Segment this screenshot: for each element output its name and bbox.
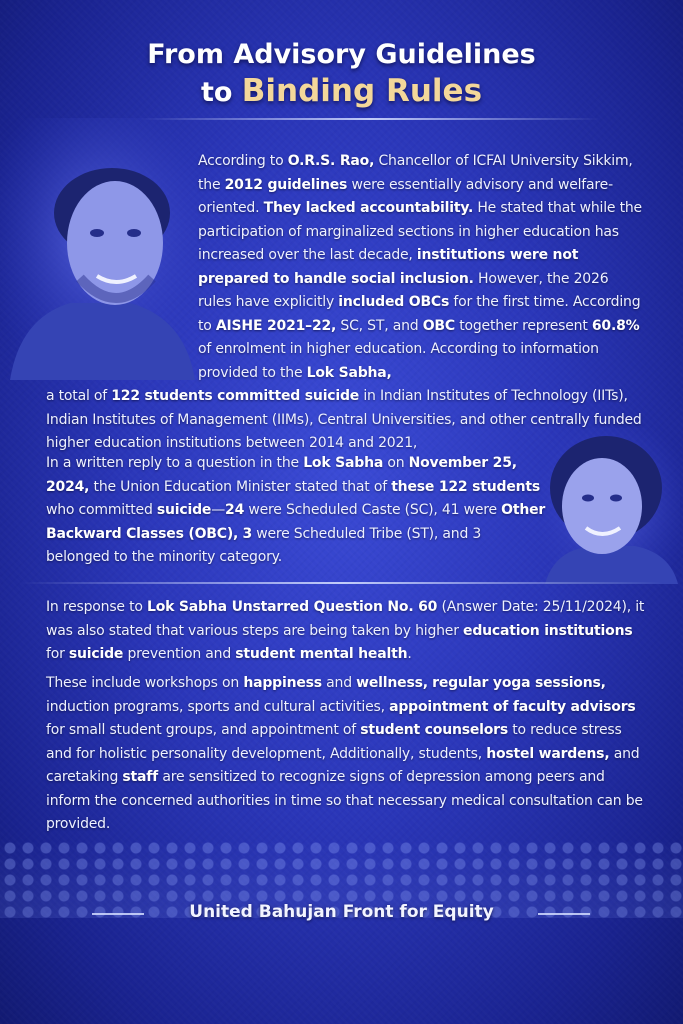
paragraph-rao bbox=[46, 150, 646, 456]
emphasis: student mental health bbox=[235, 646, 408, 662]
footer-line-right bbox=[538, 913, 590, 915]
emphasis: AISHE 2021–22, bbox=[215, 317, 337, 334]
emphasis: regular yoga sessions, bbox=[432, 675, 606, 691]
emphasis: 24 bbox=[225, 502, 245, 518]
emphasis: hostel wardens, bbox=[486, 745, 610, 762]
text: However, the bbox=[473, 270, 574, 287]
emphasis: staff bbox=[122, 769, 159, 785]
emphasis: 3 bbox=[242, 525, 252, 542]
emphasis: 122 students committed suicide bbox=[111, 388, 360, 404]
text: — bbox=[211, 502, 226, 518]
page-title bbox=[0, 36, 683, 111]
text: and caretaking bbox=[46, 745, 640, 785]
text: induction programs, sports and cultural activities, bbox=[46, 698, 390, 715]
emphasis: appointment of faculty advisors bbox=[389, 698, 636, 715]
emphasis: Lok Sabha bbox=[303, 455, 384, 471]
text: rules have explicitly bbox=[198, 294, 339, 310]
text: were Scheduled Tribe (ST), and 3 belonged to the minority category. bbox=[46, 525, 482, 565]
emphasis: They lacked accountability. bbox=[263, 200, 474, 216]
text: of enrolment in higher education. According to information provided to the bbox=[198, 341, 599, 381]
emphasis: Other Backward Classes (OBC), bbox=[46, 502, 546, 542]
text: and bbox=[321, 675, 357, 691]
text: In response to bbox=[46, 599, 147, 615]
text: He stated that while the participation of marginalized sections in higher education has increased over the last decade, bbox=[198, 200, 642, 263]
emphasis: O.R.S. Rao, bbox=[287, 153, 375, 169]
emphasis: wellness, bbox=[356, 675, 428, 691]
emphasis: included OBCs bbox=[338, 294, 450, 310]
text: are sensitized to recognize signs of depression among peers and inform the concerned authorities in time so that necessary medical consultation can be provided. bbox=[46, 769, 643, 832]
emphasis: 60.8% bbox=[591, 317, 640, 334]
emphasis: Lok Sabha Unstarred Question No. 60 bbox=[147, 599, 438, 615]
title-divider bbox=[140, 118, 600, 120]
paragraph-minister-reply bbox=[46, 452, 546, 570]
title-accent: Binding Rules bbox=[241, 73, 483, 109]
title-line-1: From Advisory Guidelines bbox=[147, 39, 536, 70]
text: for bbox=[46, 646, 69, 662]
text: SC, ST, and bbox=[336, 317, 423, 334]
text: to reduce stress and for holistic personality development, Additionally, students, bbox=[46, 722, 622, 762]
title-line-2-plain: to bbox=[200, 77, 242, 108]
text: who committed bbox=[46, 502, 157, 518]
emphasis: suicide bbox=[156, 502, 212, 518]
emphasis: suicide bbox=[68, 646, 124, 662]
text: 2026 bbox=[573, 270, 609, 287]
text: According to bbox=[198, 153, 288, 169]
emphasis: happiness bbox=[243, 675, 322, 691]
text: In a written reply to a question in the bbox=[46, 455, 304, 471]
text: a total of bbox=[46, 388, 112, 404]
text: These include workshops on bbox=[46, 675, 244, 691]
emphasis: OBC bbox=[422, 317, 455, 334]
text: Chancellor of ICFAI University Sikkim, the bbox=[198, 153, 633, 193]
text: prevention and bbox=[123, 646, 236, 662]
title-line-2 bbox=[0, 73, 683, 111]
text: were Scheduled Caste (SC), 41 were bbox=[244, 502, 502, 518]
footer-organization: United Bahujan Front for Equity bbox=[189, 902, 494, 922]
text: . bbox=[407, 646, 412, 662]
paragraph-unstarred-question bbox=[46, 596, 646, 667]
text: for small student groups, and appointment of bbox=[46, 722, 361, 738]
text: (Answer Date: 25/11/2024), it was also stated that various steps are being taken by higher bbox=[46, 599, 645, 639]
emphasis: 2012 guidelines bbox=[224, 176, 348, 193]
emphasis: student counselors bbox=[360, 722, 509, 738]
emphasis: Lok Sabha, bbox=[306, 364, 392, 381]
emphasis: these 122 students bbox=[391, 478, 541, 495]
emphasis: November 25, 2024, bbox=[46, 455, 517, 495]
emphasis: education institutions bbox=[463, 622, 633, 639]
paragraph-measures bbox=[46, 672, 646, 837]
paragraph-rao-top bbox=[46, 150, 646, 385]
emphasis: institutions were not prepared to handle social inclusion. bbox=[198, 247, 579, 287]
text: for the first time. According to bbox=[198, 294, 641, 334]
text: together represent bbox=[454, 317, 592, 334]
text: on bbox=[383, 455, 409, 471]
section-divider bbox=[20, 582, 663, 584]
text: in Indian Institutes of Technology (IITs), Indian Institutes of Management (IIMs), Central Universities, and other centrally funded higher education institutions between 2014 and 2021, bbox=[46, 388, 642, 451]
text: were essentially advisory and welfare-oriented. bbox=[198, 176, 613, 216]
text: the Union Education Minister stated that of bbox=[89, 478, 392, 495]
